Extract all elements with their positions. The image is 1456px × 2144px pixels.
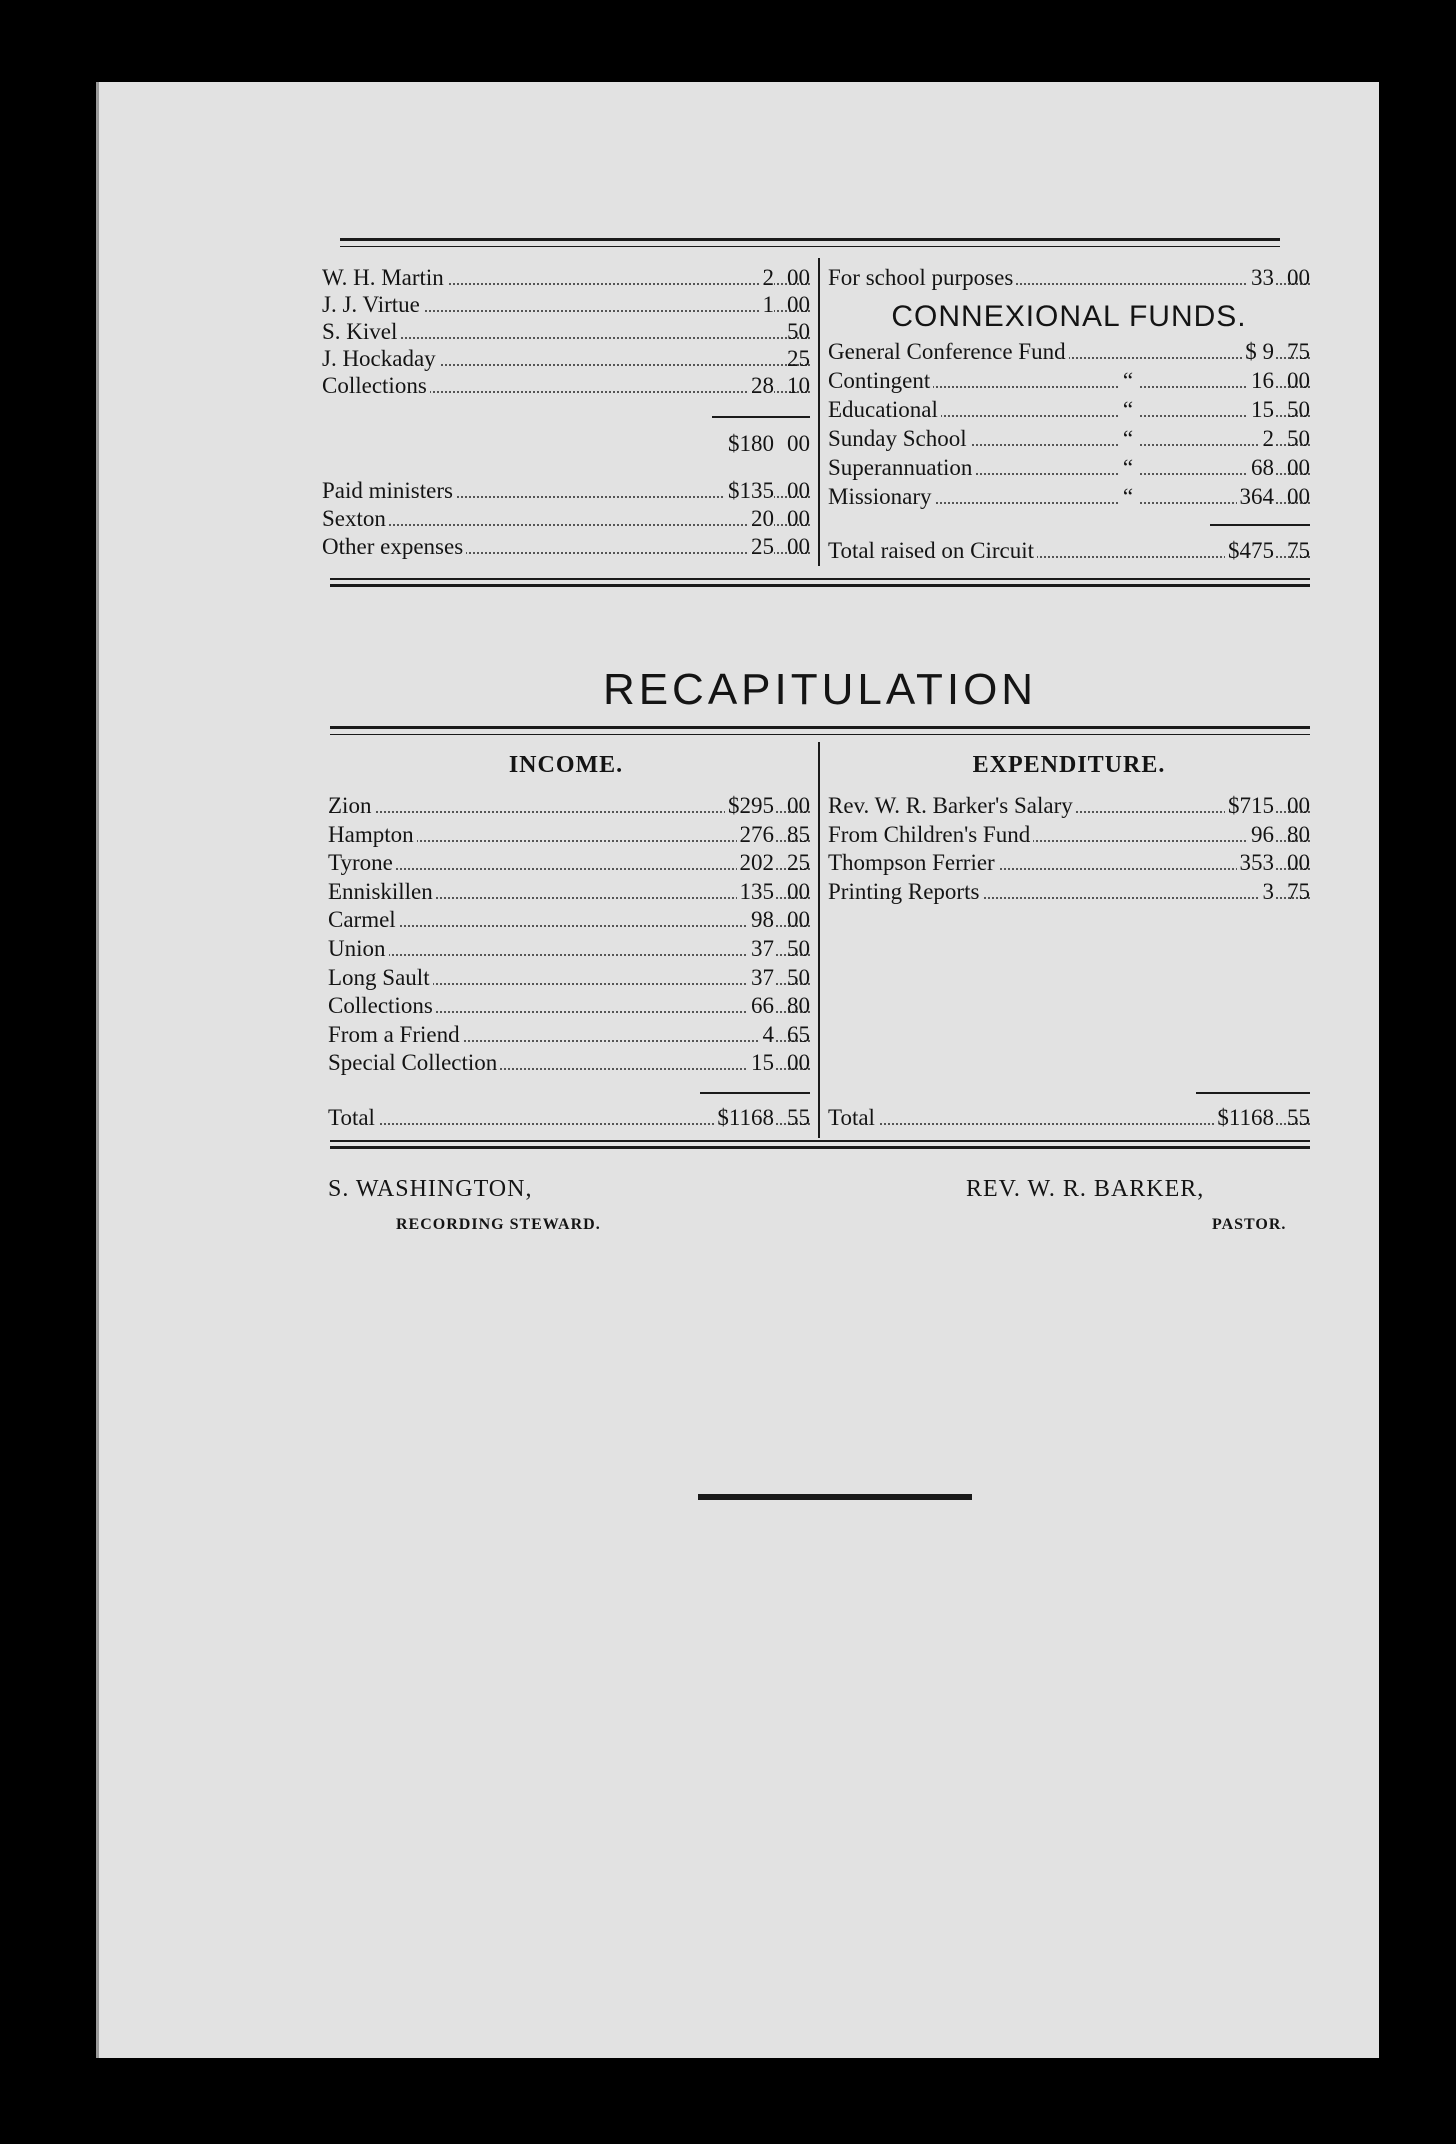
- ditto-mark: “: [1118, 483, 1138, 511]
- income-row-cents: 00: [787, 878, 810, 904]
- expense-row-label: Paid ministers: [322, 477, 456, 505]
- ditto-mark: “: [1118, 454, 1138, 482]
- fund-row-cents: 50: [1287, 397, 1310, 422]
- income-row-label: From a Friend: [328, 1021, 463, 1049]
- fund-row-label: Sunday School: [828, 425, 970, 453]
- fund-row-cents: 00: [1287, 484, 1310, 509]
- income-row: [328, 1021, 810, 1049]
- funds-total-rule: [1210, 524, 1310, 526]
- income-row-label: Collections: [328, 992, 436, 1020]
- ditto-mark: “: [1118, 425, 1138, 453]
- closing-rule: [698, 1494, 972, 1500]
- contribution-row: [322, 318, 810, 346]
- expenditure-row-dollars: 96: [1248, 821, 1274, 849]
- income-row-dollars: 15: [748, 1049, 774, 1077]
- fund-row-dollars: 364: [1237, 483, 1275, 511]
- income-row-cents: 50: [787, 936, 810, 961]
- expenditure-row-label: From Children's Fund: [828, 821, 1033, 849]
- contribution-row: [322, 345, 810, 373]
- income-row: [328, 878, 810, 906]
- fund-row-label: Contingent: [828, 367, 933, 395]
- income-row-cents: 80: [787, 993, 810, 1019]
- contribution-row-label: W. H. Martin: [322, 264, 447, 292]
- subtotal-cents: 00: [787, 431, 810, 456]
- fund-row: [828, 396, 1310, 424]
- income-row-dollars: 135: [737, 878, 775, 906]
- expenditure-total-row: [828, 1104, 1310, 1132]
- expense-row-label: Other expenses: [322, 533, 466, 561]
- expenditure-row: [828, 821, 1310, 849]
- contribution-row: [322, 372, 810, 400]
- expense-row: [322, 477, 810, 505]
- expenditure-row: [828, 878, 1310, 906]
- income-row-dollars: $295: [725, 792, 774, 820]
- fund-row: [828, 338, 1310, 366]
- expenditure-row-cents: 00: [1287, 850, 1310, 876]
- steward-title: RECORDING STEWARD.: [396, 1216, 601, 1233]
- connexional-funds-heading: CONNEXIONAL FUNDS.: [891, 300, 1247, 333]
- contribution-row-label: Collections: [322, 372, 430, 400]
- expense-row-cents: 00: [787, 506, 810, 531]
- income-row: [328, 1049, 810, 1077]
- income-row-label: Union: [328, 935, 389, 963]
- expenditure-row-cents: 80: [1287, 821, 1310, 847]
- fund-row-label: Educational: [828, 396, 941, 424]
- fund-row-dollars: 15: [1248, 396, 1274, 424]
- expenditure-row-label: Rev. W. R. Barker's Salary: [828, 792, 1076, 820]
- expense-row-dollars: $135: [725, 477, 774, 505]
- expense-row: [322, 533, 810, 561]
- fund-row: [828, 454, 1310, 482]
- fund-row: [828, 483, 1310, 511]
- contribution-row: [322, 264, 810, 292]
- top-rule-thick: [340, 238, 1280, 241]
- expense-row-cents: 00: [787, 534, 810, 559]
- income-row-cents: 25: [787, 850, 810, 876]
- expense-row-label: Sexton: [322, 505, 389, 533]
- contribution-row: [322, 291, 810, 319]
- contribution-row-cents: 00: [787, 265, 810, 290]
- income-row: [328, 906, 810, 934]
- income-row-label: Enniskillen: [328, 878, 436, 906]
- expenditure-total-cents: 55: [1287, 1105, 1310, 1130]
- recap-column-divider: [818, 742, 820, 1138]
- expenditure-row-dollars: 353: [1237, 849, 1275, 877]
- fund-row-dollars: $ 9: [1242, 338, 1274, 366]
- income-total-rule: [700, 1092, 810, 1094]
- fund-row-cents: 00: [1287, 368, 1310, 393]
- contribution-row-dollars: 2: [760, 264, 775, 292]
- recap-bottom-rule-1: [330, 1140, 1310, 1142]
- expense-row-dollars: 25: [748, 533, 774, 561]
- contribution-row-dollars: 28: [748, 372, 774, 400]
- contribution-row-label: J. Hockaday: [322, 345, 439, 373]
- fund-row-dollars: 68: [1248, 454, 1274, 482]
- income-row: [328, 935, 810, 963]
- fund-row-label: Missionary: [828, 483, 935, 511]
- income-row: [328, 792, 810, 820]
- subtotal-row: [322, 430, 810, 458]
- fund-row: [828, 367, 1310, 395]
- expenditure-heading: EXPENDITURE.: [972, 752, 1166, 778]
- contribution-row-cents: 00: [787, 292, 810, 317]
- income-row-label: Special Collection: [328, 1049, 500, 1077]
- fund-row-label: General Conference Fund: [828, 338, 1069, 366]
- school-row: [828, 264, 1310, 292]
- expenditure-total-dollars: $1168: [1214, 1104, 1274, 1132]
- income-row-dollars: 98: [748, 906, 774, 934]
- fund-row-cents: 50: [1287, 426, 1310, 451]
- expense-row-cents: 00: [787, 478, 810, 503]
- school-dollars: 33: [1248, 264, 1274, 292]
- income-row-label: Hampton: [328, 821, 417, 849]
- expenditure-total-rule: [1196, 1092, 1310, 1094]
- income-row-label: Carmel: [328, 906, 399, 934]
- expenditure-row: [828, 792, 1310, 820]
- income-row-label: Tyrone: [328, 849, 396, 877]
- income-row-dollars: 66: [748, 992, 774, 1020]
- recap-rule-2: [330, 734, 1310, 735]
- income-row: [328, 821, 810, 849]
- income-row-label: Zion: [328, 792, 374, 820]
- expense-row: [322, 505, 810, 533]
- recap-bottom-rule-2: [330, 1146, 1310, 1149]
- income-row-dollars: 202: [737, 849, 775, 877]
- contribution-row-cents: 25: [787, 346, 810, 371]
- income-total-cents: 55: [787, 1105, 810, 1130]
- contribution-row-label: J. J. Virtue: [322, 291, 423, 319]
- income-total-label: Total: [328, 1104, 378, 1132]
- funds-total-cents: 75: [1287, 538, 1310, 563]
- income-row-dollars: 37: [748, 935, 774, 963]
- recapitulation-title: RECAPITULATION: [602, 665, 1038, 714]
- income-row-cents: 00: [787, 793, 810, 818]
- expenditure-row-dollars: 3: [1260, 878, 1275, 906]
- expenditure-row-label: Thompson Ferrier: [828, 849, 998, 877]
- expenditure-row-cents: 00: [1287, 793, 1310, 818]
- income-row-cents: 00: [787, 1050, 810, 1076]
- expenditure-row-dollars: $715: [1225, 792, 1274, 820]
- subtotal-dollars: $180: [728, 431, 774, 456]
- expense-row-dollars: 20: [748, 505, 774, 533]
- school-label: For school purposes: [828, 264, 1016, 292]
- income-row-cents: 65: [787, 1021, 810, 1047]
- pastor-name: REV. W. R. BARKER,: [966, 1176, 1205, 1202]
- top-column-divider: [818, 258, 820, 566]
- pastor-title: PASTOR.: [1212, 1216, 1287, 1233]
- funds-total-row: [828, 537, 1310, 565]
- expenditure-row: [828, 849, 1310, 877]
- recap-rule-1: [330, 726, 1310, 729]
- income-row-cents: 85: [787, 821, 810, 847]
- fund-row-cents: 75: [1287, 339, 1310, 364]
- ditto-mark: “: [1118, 367, 1138, 395]
- top-rule-thin: [340, 246, 1280, 247]
- fund-row: [828, 425, 1310, 453]
- fund-row-dollars: 2: [1260, 425, 1275, 453]
- income-row-cents: 50: [787, 964, 810, 990]
- fund-row-dollars: 16: [1248, 367, 1274, 395]
- school-cents: 00: [1287, 265, 1310, 290]
- income-row-dollars: 4: [760, 1021, 775, 1049]
- contribution-row-cents: 10: [787, 373, 810, 398]
- fund-row-cents: 00: [1287, 455, 1310, 480]
- income-total-dollars: $1168: [714, 1104, 774, 1132]
- section-rule-2: [330, 584, 1310, 587]
- subtotal-rule: [712, 416, 810, 418]
- income-row: [328, 964, 810, 992]
- expenditure-row-cents: 75: [1287, 878, 1310, 904]
- contribution-row-label: S. Kivel: [322, 318, 400, 346]
- funds-total-label: Total raised on Circuit: [828, 537, 1037, 565]
- income-heading: INCOME.: [508, 752, 624, 778]
- steward-name: S. WASHINGTON,: [328, 1176, 533, 1202]
- income-row-cents: 00: [787, 907, 810, 933]
- income-row-dollars: 37: [748, 964, 774, 992]
- contribution-row-dollars: 1: [760, 291, 775, 319]
- funds-total-dollars: $475: [1225, 537, 1274, 565]
- section-rule-1: [330, 578, 1310, 580]
- expenditure-total-label: Total: [828, 1104, 878, 1132]
- income-row: [328, 849, 810, 877]
- expenditure-row-label: Printing Reports: [828, 878, 982, 906]
- income-row-dollars: 276: [737, 821, 775, 849]
- income-row-label: Long Sault: [328, 964, 433, 992]
- contribution-row-cents: 50: [787, 319, 810, 344]
- income-total-row: [328, 1104, 810, 1132]
- fund-row-label: Superannuation: [828, 454, 975, 482]
- ditto-mark: “: [1118, 396, 1138, 424]
- income-row: [328, 992, 810, 1020]
